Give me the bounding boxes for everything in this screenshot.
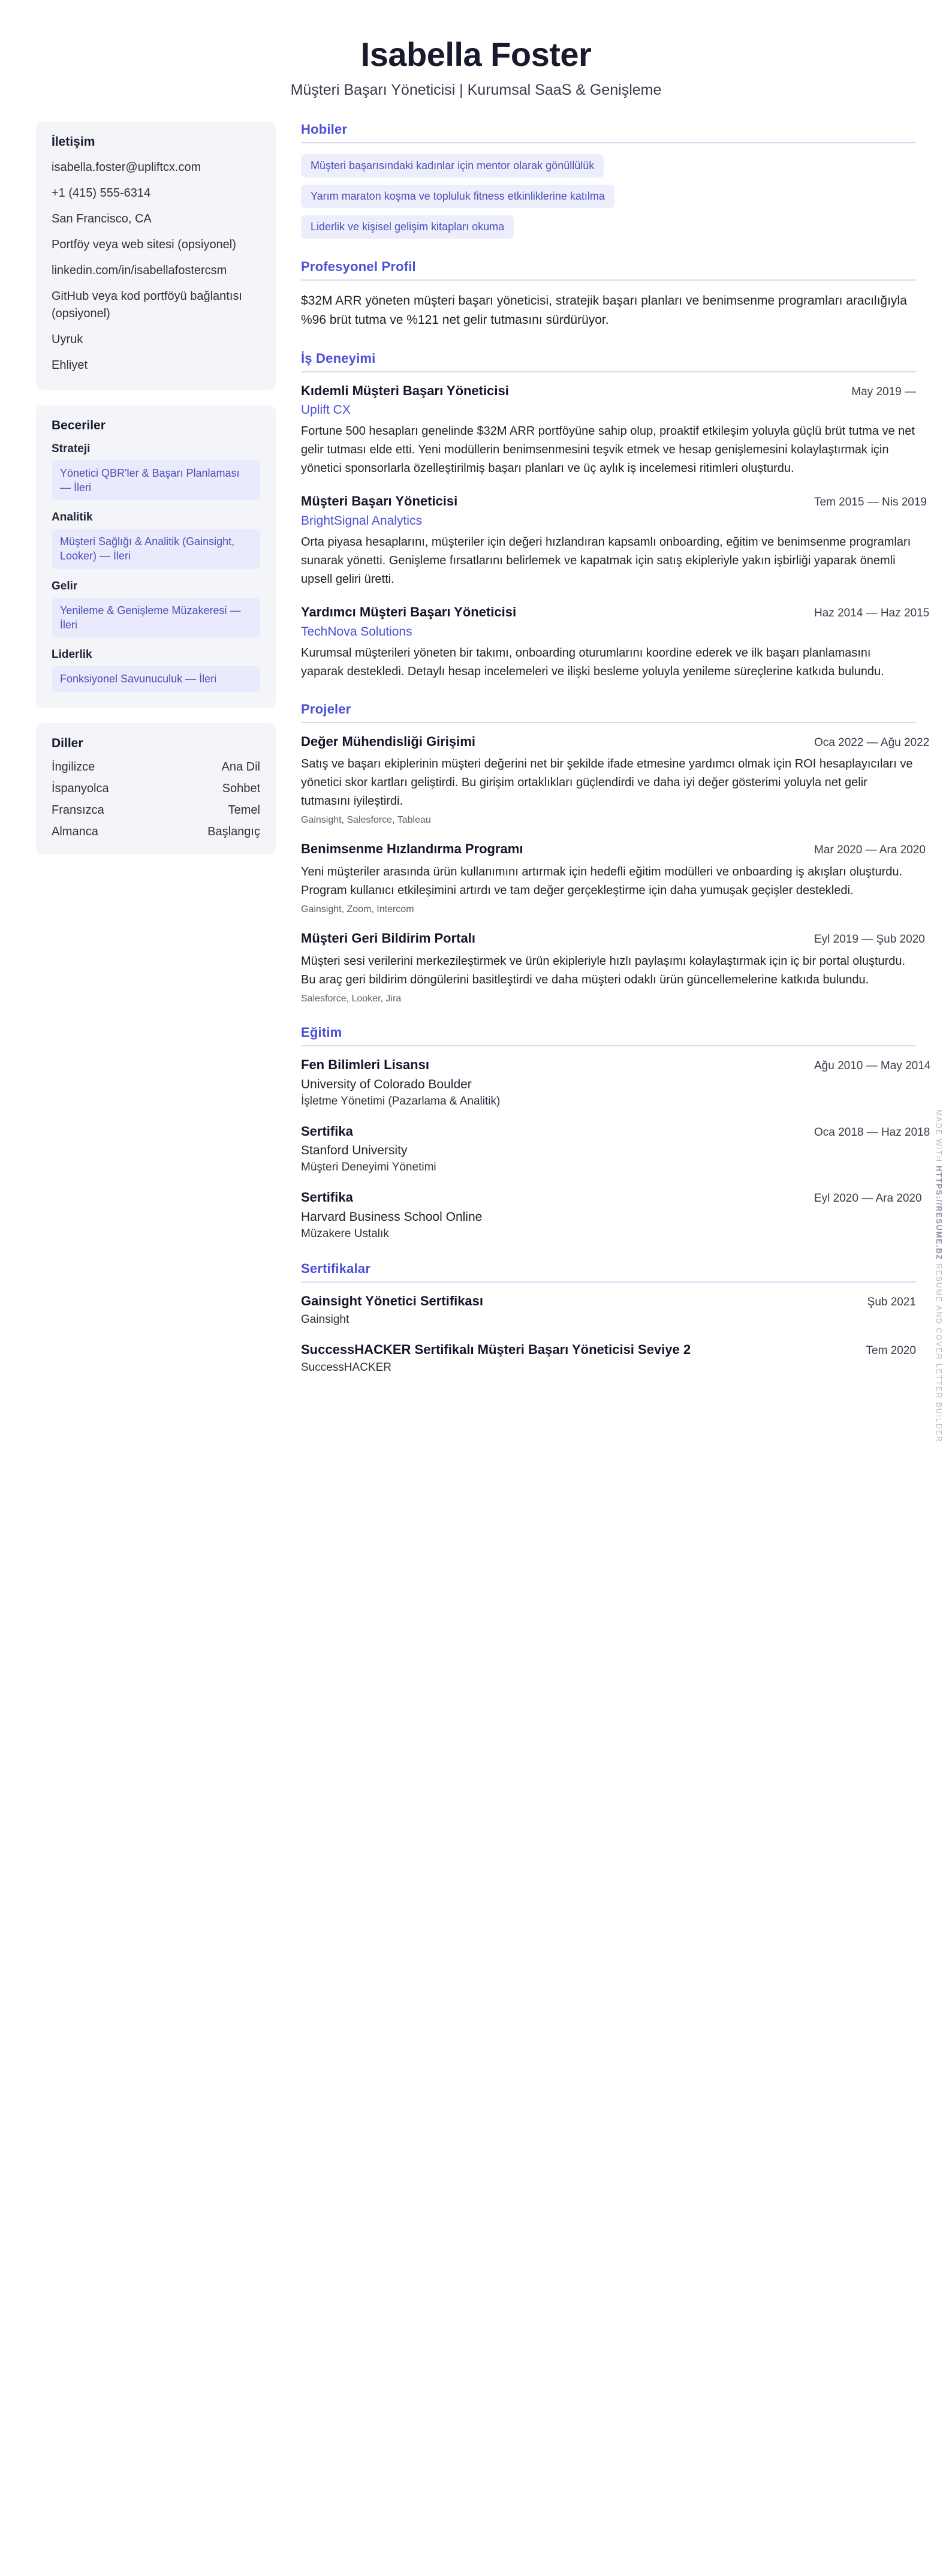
entry-head bbox=[301, 931, 925, 947]
project-title: Benimsenme Hızlandırma Programı bbox=[301, 841, 523, 857]
education-section bbox=[301, 1024, 931, 1241]
education-entry bbox=[301, 1057, 931, 1108]
watermark-suffix: RESUME AND COVER LETTER BUILDER bbox=[935, 1260, 944, 1443]
skill-value: Fonksiyonel Savunuculuk — İleri bbox=[52, 666, 260, 691]
certificates-section bbox=[301, 1261, 916, 1374]
project-title: Değer Mühendisliği Girişimi bbox=[301, 733, 475, 749]
job-description: Fortune 500 hesapları genelinde $32M ARR portföyüne sahip olup, proaktif etkileşim yoluyla güçlü brüt tutma ve net gelir tutması elde etti. Yeni modüllerin benimsenmesini teşvik etmek ve hesap genişlemesini kolaylaştırmak için yönetici sponsorlarla özelleştirilmiş başarı planları ve üç aylık iş incelemesi ritimleri oluşturdu. bbox=[301, 425, 915, 476]
projects-section bbox=[301, 701, 930, 1004]
profile-title: Profesyonel Profil bbox=[301, 259, 916, 281]
skill-value: Yenileme & Genişleme Müzakeresi — İleri bbox=[52, 598, 260, 638]
school-name: University of Colorado Boulder bbox=[301, 1077, 472, 1091]
job-title: Yardımcı Müşteri Başarı Yöneticisi bbox=[301, 604, 517, 620]
watermark-url: HTTPS://RESUME.BZ bbox=[935, 1166, 944, 1260]
contact-license: Ehliyet bbox=[52, 358, 88, 372]
entry-head bbox=[301, 1057, 931, 1074]
hobby-item: Müşteri başarısındaki kadınlar için mentor olarak gönüllülük bbox=[301, 154, 604, 177]
builder-watermark bbox=[935, 1109, 944, 1443]
skills-title: Beceriler bbox=[52, 418, 106, 432]
job-company: Uplift CX bbox=[301, 403, 351, 417]
languages-title: Diller bbox=[52, 736, 83, 750]
skill-category: Analitik bbox=[52, 511, 93, 524]
experience-entry bbox=[301, 604, 930, 681]
job-description: Orta piyasa hesaplarını, müşteriler için değeri hızlandıran kapsamlı onboarding, eğitim ve benimsenme programları sunarak yönetti. Genişleme fırsatlarını belirlemek ve kapatmak için satış ekipleriyle yakın işbirliği yaparak önemli upsell geliri üretti. bbox=[301, 535, 911, 586]
contact-phone[interactable]: +1 (415) 555-6314 bbox=[52, 186, 151, 200]
project-tools: Gainsight, Salesforce, Tableau bbox=[301, 815, 431, 826]
project-date: Oca 2022 — Ağu 2022 bbox=[814, 736, 930, 749]
degree-field: Müşteri Deneyimi Yönetimi bbox=[301, 1161, 436, 1174]
entry-head bbox=[301, 604, 930, 621]
contact-card bbox=[36, 122, 276, 390]
project-entry bbox=[301, 841, 926, 915]
language-row bbox=[52, 825, 260, 839]
main-content bbox=[296, 121, 931, 1395]
project-tools: Salesforce, Looker, Jira bbox=[301, 993, 402, 1004]
hobby-item: Liderlik ve kişisel gelişim kitapları okuma bbox=[301, 215, 514, 239]
languages-card bbox=[36, 723, 276, 854]
project-tools: Gainsight, Zoom, Intercom bbox=[301, 904, 414, 915]
job-date: Tem 2015 — Nis 2019 bbox=[814, 496, 927, 509]
job-title: Kıdemli Müşteri Başarı Yöneticisi bbox=[301, 383, 509, 398]
contact-email[interactable]: isabella.foster@upliftcx.com bbox=[52, 160, 201, 174]
projects-title: Projeler bbox=[301, 702, 916, 723]
skill-category: Gelir bbox=[52, 579, 78, 592]
education-entry bbox=[301, 1190, 922, 1241]
job-company: TechNova Solutions bbox=[301, 624, 412, 639]
job-date: Haz 2014 — Haz 2015 bbox=[814, 607, 930, 620]
language-level: Başlangıç bbox=[207, 824, 260, 838]
job-date: May 2019 — bbox=[851, 385, 916, 398]
hobbies-section bbox=[301, 122, 916, 239]
profile-section bbox=[301, 259, 916, 330]
skill-category: Strateji bbox=[52, 442, 91, 455]
project-description: Yeni müşteriler arasında ürün kullanımını artırmak için hedefli eğitim modülleri ve onboarding iş akışları oluşturdu. Program kullanıcı etkileşimini artırdı ve tam değer gerçekleştirme için daha yumuşak geçişler destekledi. bbox=[301, 865, 903, 898]
language-row bbox=[52, 782, 260, 796]
certificate-entry bbox=[301, 1293, 916, 1326]
entry-head bbox=[301, 1342, 916, 1359]
hobby-list bbox=[301, 154, 916, 239]
contact-github[interactable]: GitHub veya kod portföyü bağlantısı (opsiyonel) bbox=[52, 289, 242, 320]
entry-head bbox=[301, 1123, 930, 1140]
job-company: BrightSignal Analytics bbox=[301, 514, 422, 528]
contact-linkedin[interactable]: linkedin.com/in/isabellafostercsm bbox=[52, 263, 227, 277]
school-name: Stanford University bbox=[301, 1143, 408, 1158]
language-row bbox=[52, 804, 260, 817]
project-date: Eyl 2019 — Şub 2020 bbox=[814, 933, 925, 946]
project-entry bbox=[301, 931, 925, 1004]
degree-field: İşletme Yönetimi (Pazarlama & Analitik) bbox=[301, 1094, 501, 1108]
certificate-date: Şub 2021 bbox=[867, 1295, 916, 1308]
resume-header bbox=[0, 0, 952, 105]
sidebar bbox=[36, 122, 276, 870]
education-entry bbox=[301, 1123, 930, 1175]
language-name: İngilizce bbox=[52, 760, 95, 774]
skill-group bbox=[52, 648, 260, 691]
skill-value: Yönetici QBR'ler & Başarı Planlaması — İleri bbox=[52, 461, 260, 501]
language-name: Almanca bbox=[52, 824, 98, 838]
contact-title: İletişim bbox=[52, 134, 95, 149]
skill-value: Müşteri Sağlığı & Analitik (Gainsight, Looker) — İleri bbox=[52, 529, 260, 569]
entry-head bbox=[301, 733, 930, 751]
skill-group bbox=[52, 443, 260, 501]
degree-title: Fen Bilimleri Lisansı bbox=[301, 1057, 429, 1072]
degree-date: Eyl 2020 — Ara 2020 bbox=[814, 1192, 922, 1205]
job-title: Müşteri Başarı Yöneticisi bbox=[301, 493, 458, 509]
job-description: Kurumsal müşterileri yöneten bir takımı, onboarding oturumlarını koordine ederek ve ilk başarı planlamasını yaparak destekledi. Detaylı hesap incelemeleri ve ilişki besleme yoluyla yenileme süreçlerine katkıda bulundu. bbox=[301, 646, 884, 678]
entry-head bbox=[301, 841, 926, 858]
contact-location: San Francisco, CA bbox=[52, 212, 152, 225]
contact-portfolio[interactable]: Portföy veya web sitesi (opsiyonel) bbox=[52, 237, 236, 251]
certificate-issuer: SuccessHACKER bbox=[301, 1361, 391, 1374]
language-row bbox=[52, 760, 260, 774]
candidate-name: Isabella Foster bbox=[360, 35, 592, 73]
experience-entry bbox=[301, 383, 916, 479]
contact-nationality: Uyruk bbox=[52, 332, 83, 346]
language-level: Sohbet bbox=[222, 781, 260, 795]
degree-date: Oca 2018 — Haz 2018 bbox=[814, 1126, 930, 1139]
hobbies-title: Hobiler bbox=[301, 122, 916, 143]
project-title: Müşteri Geri Bildirim Portalı bbox=[301, 931, 475, 946]
language-level: Ana Dil bbox=[221, 760, 260, 774]
experience-entry bbox=[301, 493, 927, 589]
language-name: Fransızca bbox=[52, 803, 104, 817]
skill-group bbox=[52, 511, 260, 569]
candidate-headline: Müşteri Başarı Yöneticisi | Kurumsal SaaS & Genişleme bbox=[290, 81, 662, 98]
experience-section bbox=[301, 350, 930, 681]
skill-group bbox=[52, 580, 260, 638]
project-entry bbox=[301, 733, 930, 826]
project-description: Satış ve başarı ekiplerinin müşteri değerini net bir şekilde ifade etmesine yardımcı olmak için ROI hesaplayıcıları ve yönetici skor kartları geliştirdi. Bu girişim ortaklıkları güçlendirdi ve daha iyi değer gösterimi yoluyla net gelir tutmasını iyileştirdi. bbox=[301, 757, 913, 808]
hobby-item: Yarım maraton koşma ve topluluk fitness etkinliklerine katılma bbox=[301, 185, 614, 208]
certificate-issuer: Gainsight bbox=[301, 1313, 350, 1326]
degree-field: Müzakere Ustalık bbox=[301, 1227, 389, 1240]
entry-head bbox=[301, 1190, 922, 1206]
entry-head bbox=[301, 1293, 916, 1310]
entry-head bbox=[301, 493, 927, 510]
project-description: Müşteri sesi verilerini merkezileştirmek ve ürün ekipleriyle hızlı paylaşımı kolaylaştırmak için iç bir portal oluşturdu. Bu araç geri bildirim döngülerini basitleştirdi ve daha müşteri odaklı ürün güncellemelerine katkıda bulundu. bbox=[301, 954, 906, 986]
watermark-prefix: MADE WITH bbox=[935, 1109, 944, 1166]
certificate-title: SuccessHACKER Sertifikalı Müşteri Başarı Yöneticisi Seviye 2 bbox=[301, 1341, 691, 1357]
education-title: Eğitim bbox=[301, 1025, 916, 1046]
skills-card bbox=[36, 405, 276, 708]
experience-title: İş Deneyimi bbox=[301, 351, 916, 372]
language-name: İspanyolca bbox=[52, 781, 109, 795]
skill-category: Liderlik bbox=[52, 648, 92, 661]
degree-title: Sertifika bbox=[301, 1190, 353, 1205]
language-level: Temel bbox=[228, 803, 260, 817]
certificate-title: Gainsight Yönetici Sertifikası bbox=[301, 1293, 484, 1308]
degree-date: Ağu 2010 — May 2014 bbox=[814, 1059, 931, 1072]
resume-body bbox=[0, 105, 952, 1395]
project-date: Mar 2020 — Ara 2020 bbox=[814, 844, 926, 857]
entry-head bbox=[301, 383, 916, 400]
degree-title: Sertifika bbox=[301, 1123, 353, 1139]
certificate-date: Tem 2020 bbox=[866, 1344, 916, 1357]
school-name: Harvard Business School Online bbox=[301, 1209, 483, 1224]
certificate-entry bbox=[301, 1342, 916, 1375]
profile-text: $32M ARR yöneten müşteri başarı yöneticisi, stratejik başarı planları ve benimsenme programları aracılığıyla %96 brüt tutma ve %121 net gelir tutmasını sürdürüyor. bbox=[301, 293, 907, 327]
certificates-title: Sertifikalar bbox=[301, 1261, 916, 1283]
